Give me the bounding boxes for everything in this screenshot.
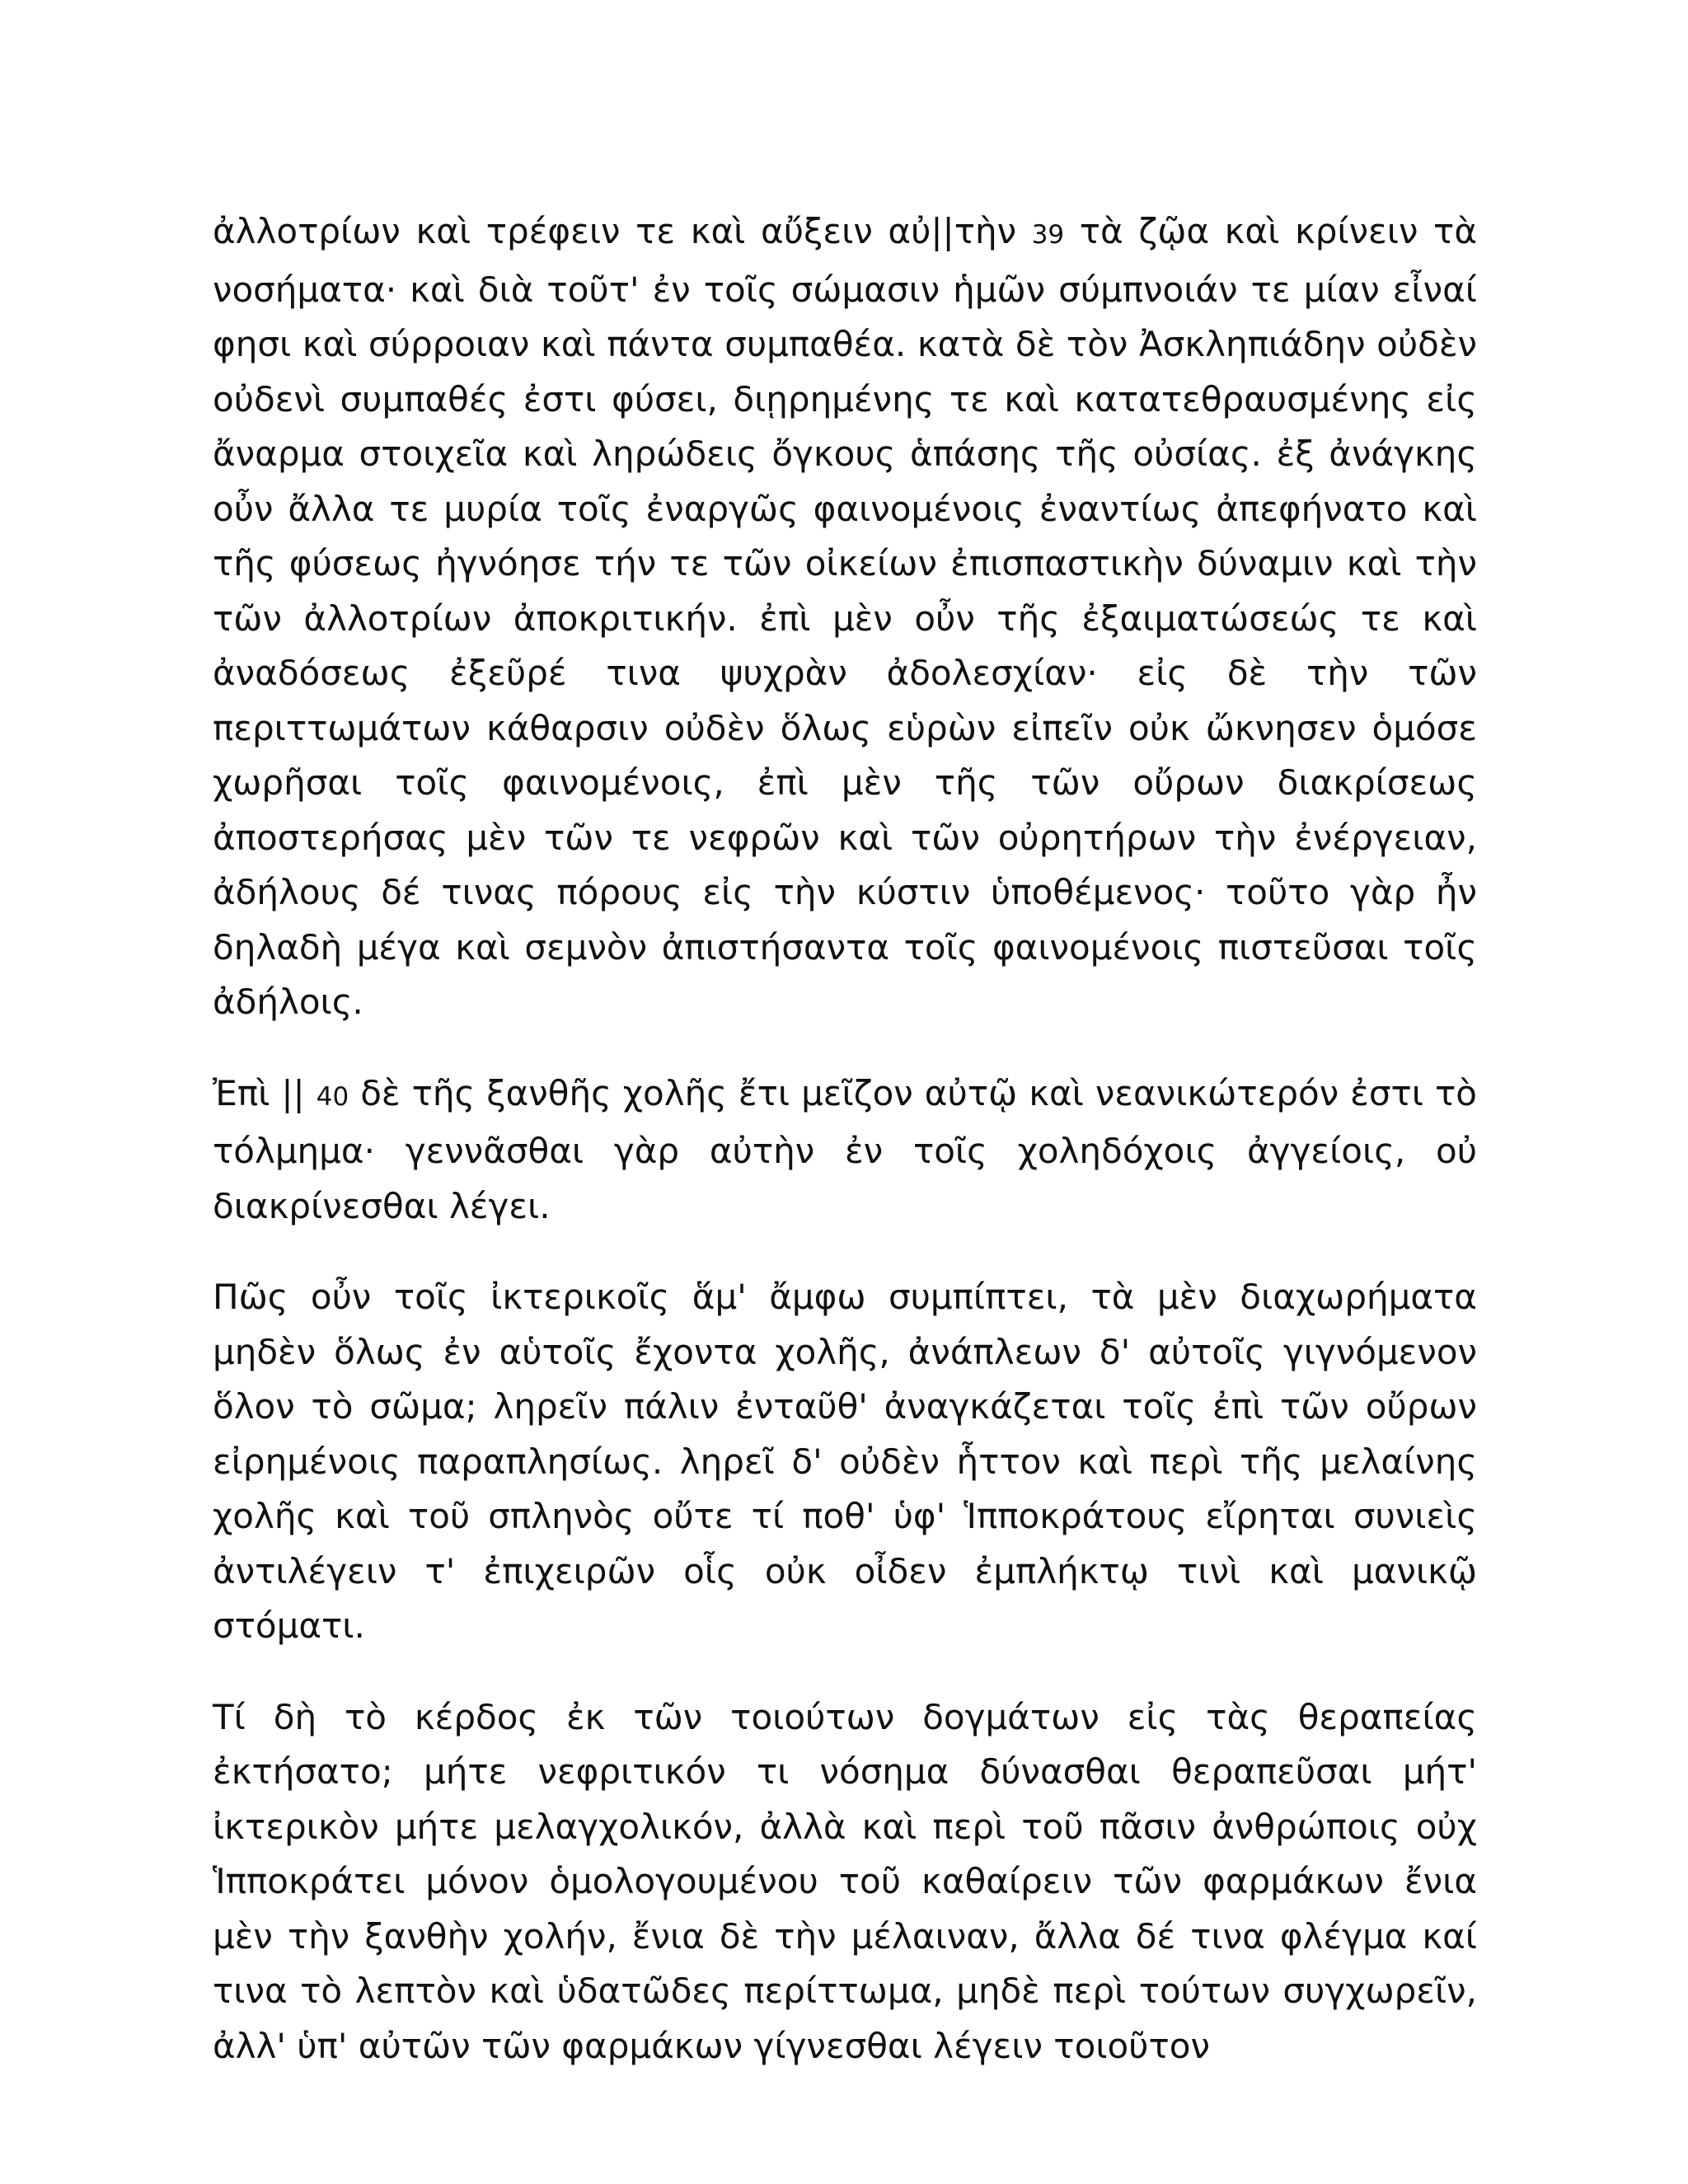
body-text: [213, 204, 1477, 2074]
paragraph-3: Πῶς οὖν τοῖς ἰκτερικοῖς ἅμ' ἄμφω συμπίπτει, τὰ μὲν διαχωρήματα μηδὲν ὅλως ἐν αὑτοῖς ἔχοντα χολῆς, ἀνάπλεων δ' αὐτοῖς γιγνόμενον ὅλον τὸ σῶμα; ληρεῖν πάλιν ἐνταῦθ' ἀναγκάζεται τοῖς ἐπὶ τῶν οὔρων εἰρημένοις παραπλησίως. ληρεῖ δ' οὐδὲν ἧττον καὶ περὶ τῆς μελαίνης χολῆς καὶ τοῦ σπληνὸς οὔτε τί ποθ' ὑφ' Ἱπποκράτους εἴρηται συνιεὶς ἀντιλέγειν τ' ἐπιχειρῶν οἷς οὐκ οἶδεν ἐμπλήκτῳ τινὶ καὶ μανικῷ στόματι.: [213, 1277, 1477, 1646]
paragraph-1-text-end: τὰ ζῷα καὶ κρίνειν τὰ νοσήματα· καὶ διὰ τοῦτ' ἐν τοῖς σώμασιν ἡμῶν σύμπνοιάν τε μίαν εἶναί φησι καὶ σύρροιαν καὶ πάντα συμπαθέα. κατὰ δὲ τὸν Ἀσκληπιάδην οὐδὲν οὐδενὶ συμπαθές ἐστι φύσει, διῃρημένης τε καὶ κατατεθραυσμένης εἰς ἄναρμα στοιχεῖα καὶ ληρώδεις ὄγκους ἁπάσης τῆς οὐσίας. ἐξ ἀνάγκης οὖν ἄλλα τε μυρία τοῖς ἐναργῶς φαινομένοις ἐναντίως ἀπεφήνατο καὶ τῆς φύσεως ἠγνόησε τήν τε τῶν οἰκείων ἐπισπαστικὴν δύναμιν καὶ τὴν τῶν ἀλλοτρίων ἀποκριτικήν. ἐπὶ μὲν οὖν τῆς ἐξαιματώσεώς τε καὶ ἀναδόσεως ἐξεῦρέ τινα ψυχρὰν ἀδολεσχίαν· εἰς δὲ τὴν τῶν περιττωμάτων κάθαρσιν οὐδὲν ὅλως εὑρὼν εἰπεῖν οὐκ ὤκνησεν ὁμόσε χωρῆσαι τοῖς φαινομένοις, ἐπὶ μὲν τῆς τῶν οὔρων διακρίσεως ἀποστερήσας μὲν τῶν τε νεφρῶν καὶ τῶν οὐρητήρων τὴν ἐνέργειαν, ἀδήλους δέ τινας πόρους εἰς τὴν κύστιν ὑποθέμενος· τοῦτο γὰρ ἦν δηλαδὴ μέγα καὶ σεμνὸν ἀπιστήσαντα τοῖς φαινομένοις πιστεῦσαι τοῖς ἀδήλοις.: [213, 211, 1477, 1022]
paragraph-4: Τί δὴ τὸ κέρδος ἐκ τῶν τοιούτων δογμάτων εἰς τὰς θεραπείας ἐκτήσατο; μήτε νεφριτικόν τι νόσημα δύνασθαι θεραπεῦσαι μήτ' ἰκτερικὸν μήτε μελαγχολικόν, ἀλλὰ καὶ περὶ τοῦ πᾶσιν ἀνθρώποις οὐχ Ἱπποκράτει μόνον ὁμολογουμένου τοῦ καθαίρειν τῶν φαρμάκων ἔνια μὲν τὴν ξανθὴν χολήν, ἔνια δὲ τὴν μέλαιναν, ἄλλα δέ τινα φλέγμα καί τινα τὸ λεπτὸν καὶ ὑδατῶδες περίττωμα, μηδὲ περὶ τούτων συγχωρεῖν, ἀλλ' ὑπ' αὐτῶν τῶν φαρμάκων γίγνεσθαι λέγειν τοιοῦτον: [213, 1696, 1477, 2066]
paragraph-2-text-start: Ἐπὶ ||: [213, 1072, 316, 1113]
page-marker-39: 39: [1031, 220, 1065, 250]
paragraph-2-text-end: δὲ τῆς ξανθῆς χολῆς ἔτι μεῖζον αὐτῷ καὶ νεανικώτερόν ἐστι τὸ τόλμημα· γεννᾶσθαι γὰρ αὐτὴν ἐν τοῖς χοληδόχοις ἀγγείοις, οὐ διακρίνεσθαι λέγει.: [213, 1072, 1478, 1226]
paragraph-1: [213, 204, 1477, 1030]
page-marker-40: 40: [316, 1081, 349, 1112]
paragraph-2: [213, 1066, 1477, 1235]
paragraph-1-text-start: ἀλλοτρίων καὶ τρέφειν τε καὶ αὔξειν αὐ||τὴν: [213, 211, 1032, 251]
